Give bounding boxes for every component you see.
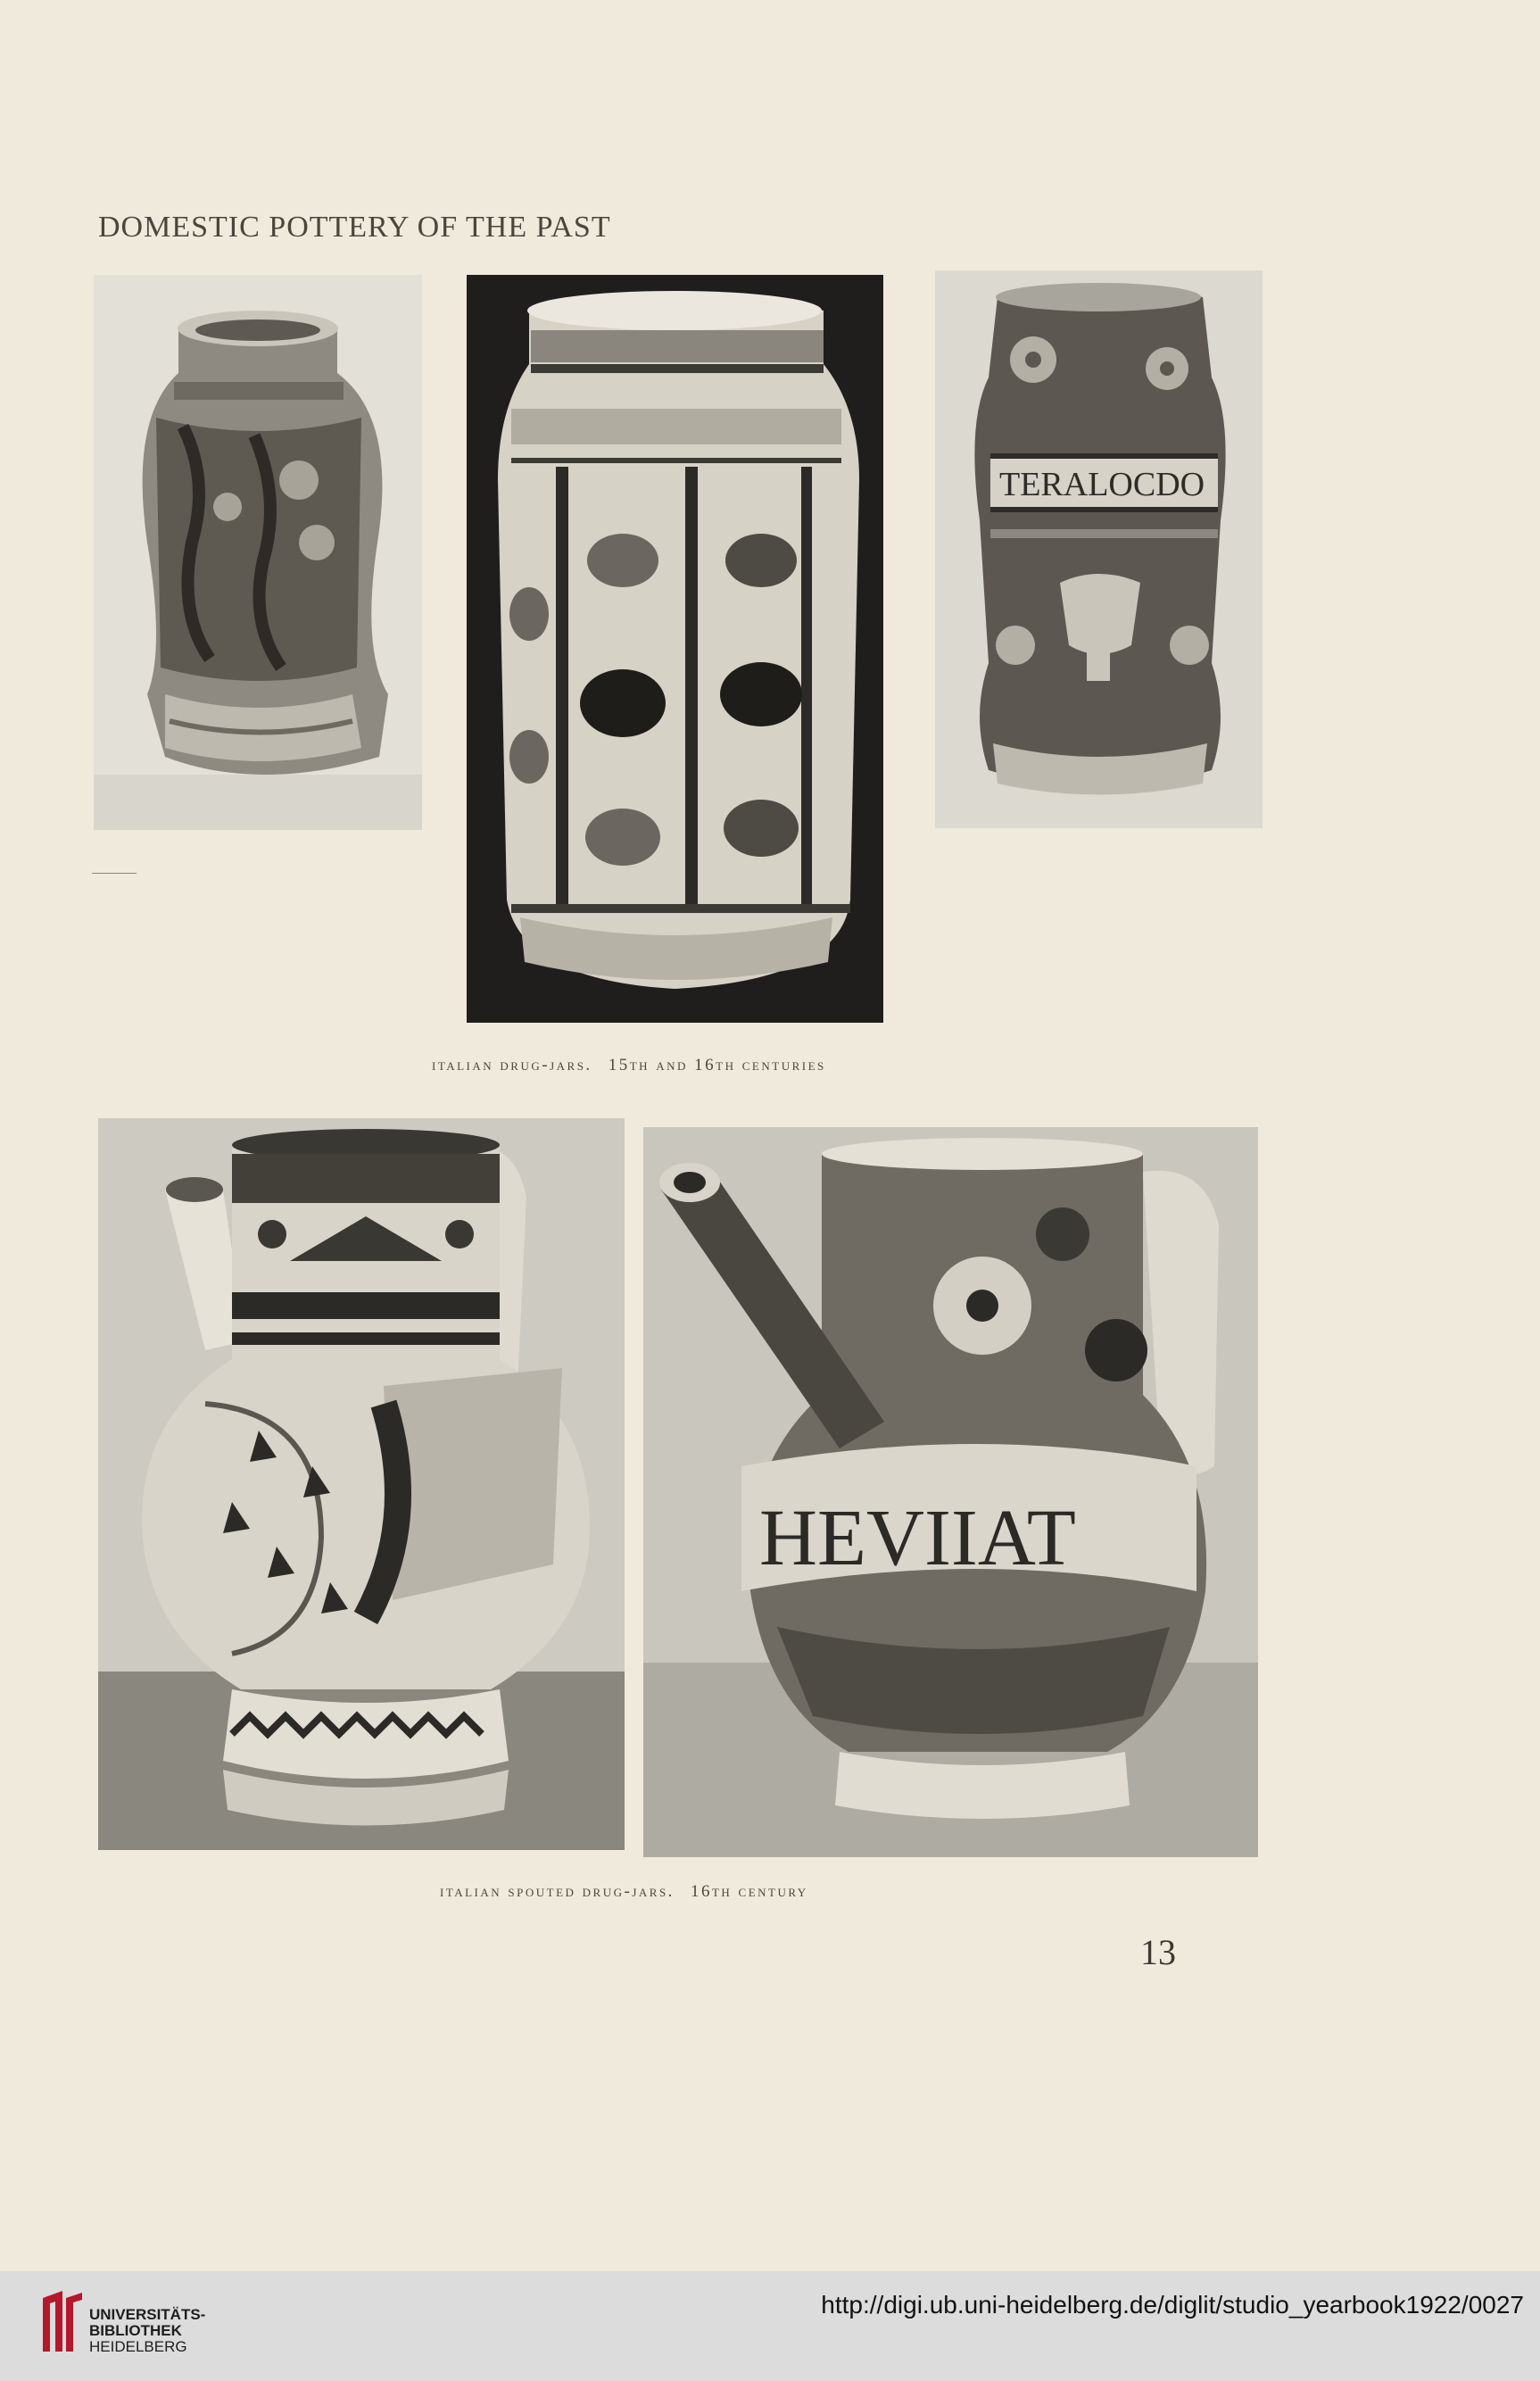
library-logo-icon: [39, 2289, 86, 2353]
footer-bar: [0, 2271, 1540, 2381]
photo-albarello-right: [935, 270, 1263, 828]
caption-top: [432, 1056, 842, 1075]
running-head: DOMESTIC POTTERY OF THE PAST: [98, 211, 611, 244]
caption-top-title: italian drug-jars.: [432, 1056, 592, 1074]
library-name-line1: UNIVERSITÄTS-: [89, 2306, 206, 2323]
caption-bottom-date: 16th century: [690, 1882, 808, 1901]
jar-inscription-spouted: HEVIIAT: [759, 1494, 1076, 1582]
photo-albarello-left: [94, 275, 422, 830]
caption-top-date: 15th and 16th centuries: [608, 1056, 826, 1074]
caption-bottom: [440, 1882, 824, 1902]
library-name-line2: BIBLIOTHEK: [89, 2322, 182, 2339]
photo-albarello-center: [467, 275, 883, 1023]
photo-spouted-jar-right: [643, 1127, 1258, 1857]
library-name: [89, 2307, 205, 2355]
source-url-link[interactable]: http://digi.ub.uni-heidelberg.de/diglit/studio_yearbook1922/0027: [821, 2291, 1524, 2319]
page-number: 13: [1140, 1932, 1176, 1972]
stray-rule: [92, 873, 137, 874]
photo-spouted-jar-left: [98, 1118, 625, 1850]
library-name-line3: HEIDELBERG: [89, 2338, 187, 2355]
caption-bottom-title: italian spouted drug-jars.: [440, 1882, 675, 1901]
jar-inscription-right: TERALOCDO: [999, 466, 1205, 503]
